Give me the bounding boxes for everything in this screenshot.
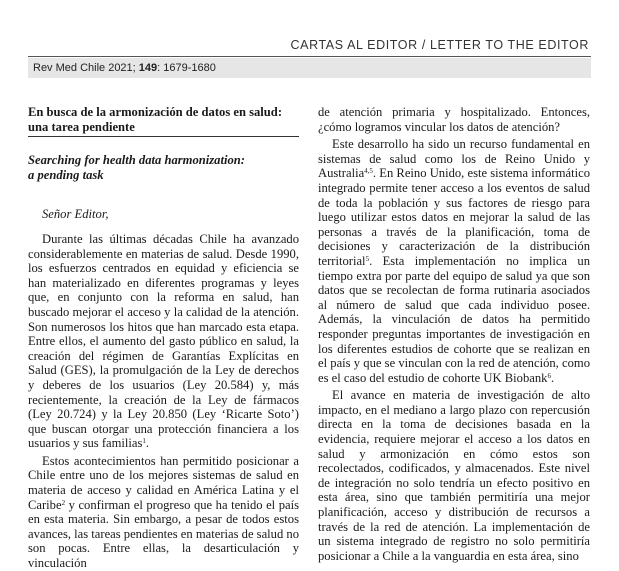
citation-6: 6 (547, 371, 551, 380)
journal-volume: 149 (138, 62, 158, 74)
title-es-line-1: En busca de la armonización de datos en salud: (28, 105, 283, 119)
left-column (28, 105, 299, 571)
citation-2: 2 (61, 498, 66, 507)
paragraph-2-text-a: Estos acontecimientos han permitido posicionar a Chile entre uno de los mejores sistemas de salud en materia de acceso y calidad en América Latina y el Caribe (28, 453, 299, 512)
paragraph-1: Durante las últimas décadas Chile ha avanzado considerablemente en materias de salud. Desde 1990, los esfuerzos centrados en equidad y eficiencia se han materializado en diferentes programas y leyes que, en conjunto con la reforma en salud, han buscado mejorar el acceso y la calidad de la atención. Son numerosos los hitos que han marcado esta etapa. Entre ellos, el aumento del gasto público en salud, la creación del régimen de Garantías Explícitas en Salud (GES), la promulgación de la Ley de derechos y deberes de los usuarios (Ley 20.584) y, más recientemente, la creación de la Ley de fármacos (Ley 20.724) y la Ley 20.850 (Ley ‘Ricarte Soto’) que buscan otorgar una protección financiera a los usuarios y sus familias$^1$. (28, 231, 299, 451)
paragraph-1-text: Durante las últimas décadas Chile ha avanzado considerablemente en materias de salud. Desde 1990, los esfuerzos centrados en equidad y eficiencia se han materializado en diferentes programas y leyes que, en conjunto con la reforma en salud, han buscado mejorar el acceso y la calidad de la atención. Son numerosos los hitos que han marcado esta etapa. Entre ellos, el aumento del gasto público en salud, la creación del régimen de Garantías Explícitas en Salud (GES), la promulgación de la Ley de derechos y deberes de los usuarios (Ley 20.584) y, más recientemente, la creación de la Ley de fármacos (Ley 20.724) y la Ley 20.850 (Ley ‘Ricarte Soto’) que buscan otorgar una protección financiera a los usuarios y sus familias (28, 231, 299, 451)
section-label: CARTAS AL EDITOR / LETTER TO THE EDITOR (290, 38, 589, 52)
paragraph-4-text-c: . Esta implementación no implica un tiempo extra por parte del equipo de salud ya que son datos que se recolectan de forma rutinaria asociados al número de salud que cada individuo posee. Además, la vinculación de datos ha permitido responder preguntas importantes de investigación en los diferentes estudios de cohorte que se realizan en el país y que se vinculan con la red de atención, como es el caso del estudio de cohorte UK Biobank (318, 253, 590, 385)
journal-citation-bar (28, 58, 591, 78)
article-title-spanish (28, 105, 299, 137)
journal-name: Rev Med Chile 2021; (33, 62, 139, 74)
paragraph-2-text-b: y confirman el progreso que ha tenido el país en esta materia. Sin embargo, a pesar de todos estos avances, las tareas pendientes en materias de salud no son pocas. Entre ellas, la desarticulación y vinculación (28, 497, 300, 571)
paragraph-4-text-a: Este desarrollo ha sido un recurso fundamental en sistemas de salud como los de Reino Unido y Australia (318, 137, 590, 181)
salutation: Señor Editor, (42, 207, 109, 222)
citation-1: 1 (142, 437, 146, 446)
citation-5: 5 (365, 254, 370, 263)
title-es-line-2: una tarea pendiente (28, 119, 135, 134)
header-rule (28, 56, 591, 57)
journal-pages: : 1679-1680 (157, 62, 216, 74)
paragraph-2 (28, 454, 299, 571)
paragraph-4-text-b: . En Reino Unido, este sistema informático integrado permite tener acceso a los eventos de salud de toda la población y sus factores de riesgo para luego utilizar estos datos en mejorar la salud de las personas a través de la planificación, toma de decisiones y caracterización de la distribución territorial (318, 166, 590, 268)
paragraph-3: de atención primaria y hospitalizado. Entonces, ¿cómo logramos vincular los datos de atención? (318, 105, 590, 134)
title-en-line-2: a pending task (28, 167, 104, 182)
article-title-english (28, 153, 299, 182)
paragraph-5: El avance en materia de investigación de alto impacto, en el mediano a largo plazo con repercusión directa en la toma de decisiones basada en la evidencia, requiere mejorar el acceso a los datos en salud y armonización en cómo estos son recolectados, codificados, y almacenados. Este nivel de integración no solo tendría un efecto positivo en esta área, sino que también permitiría una mejor planificación, acceso y distribución de recursos a través de la red de atención. La implementación de un sistema integrado de registro no solo permitiría posicionar a Chile a la vanguardia en esta área, sino (318, 388, 590, 563)
title-en-line-1: Searching for health data harmonization: (28, 153, 245, 168)
paragraph-4 (318, 137, 590, 385)
paragraph-4-text-d: . (550, 370, 555, 385)
right-column (318, 105, 590, 563)
citation-4-5: 4,5 (364, 167, 373, 176)
